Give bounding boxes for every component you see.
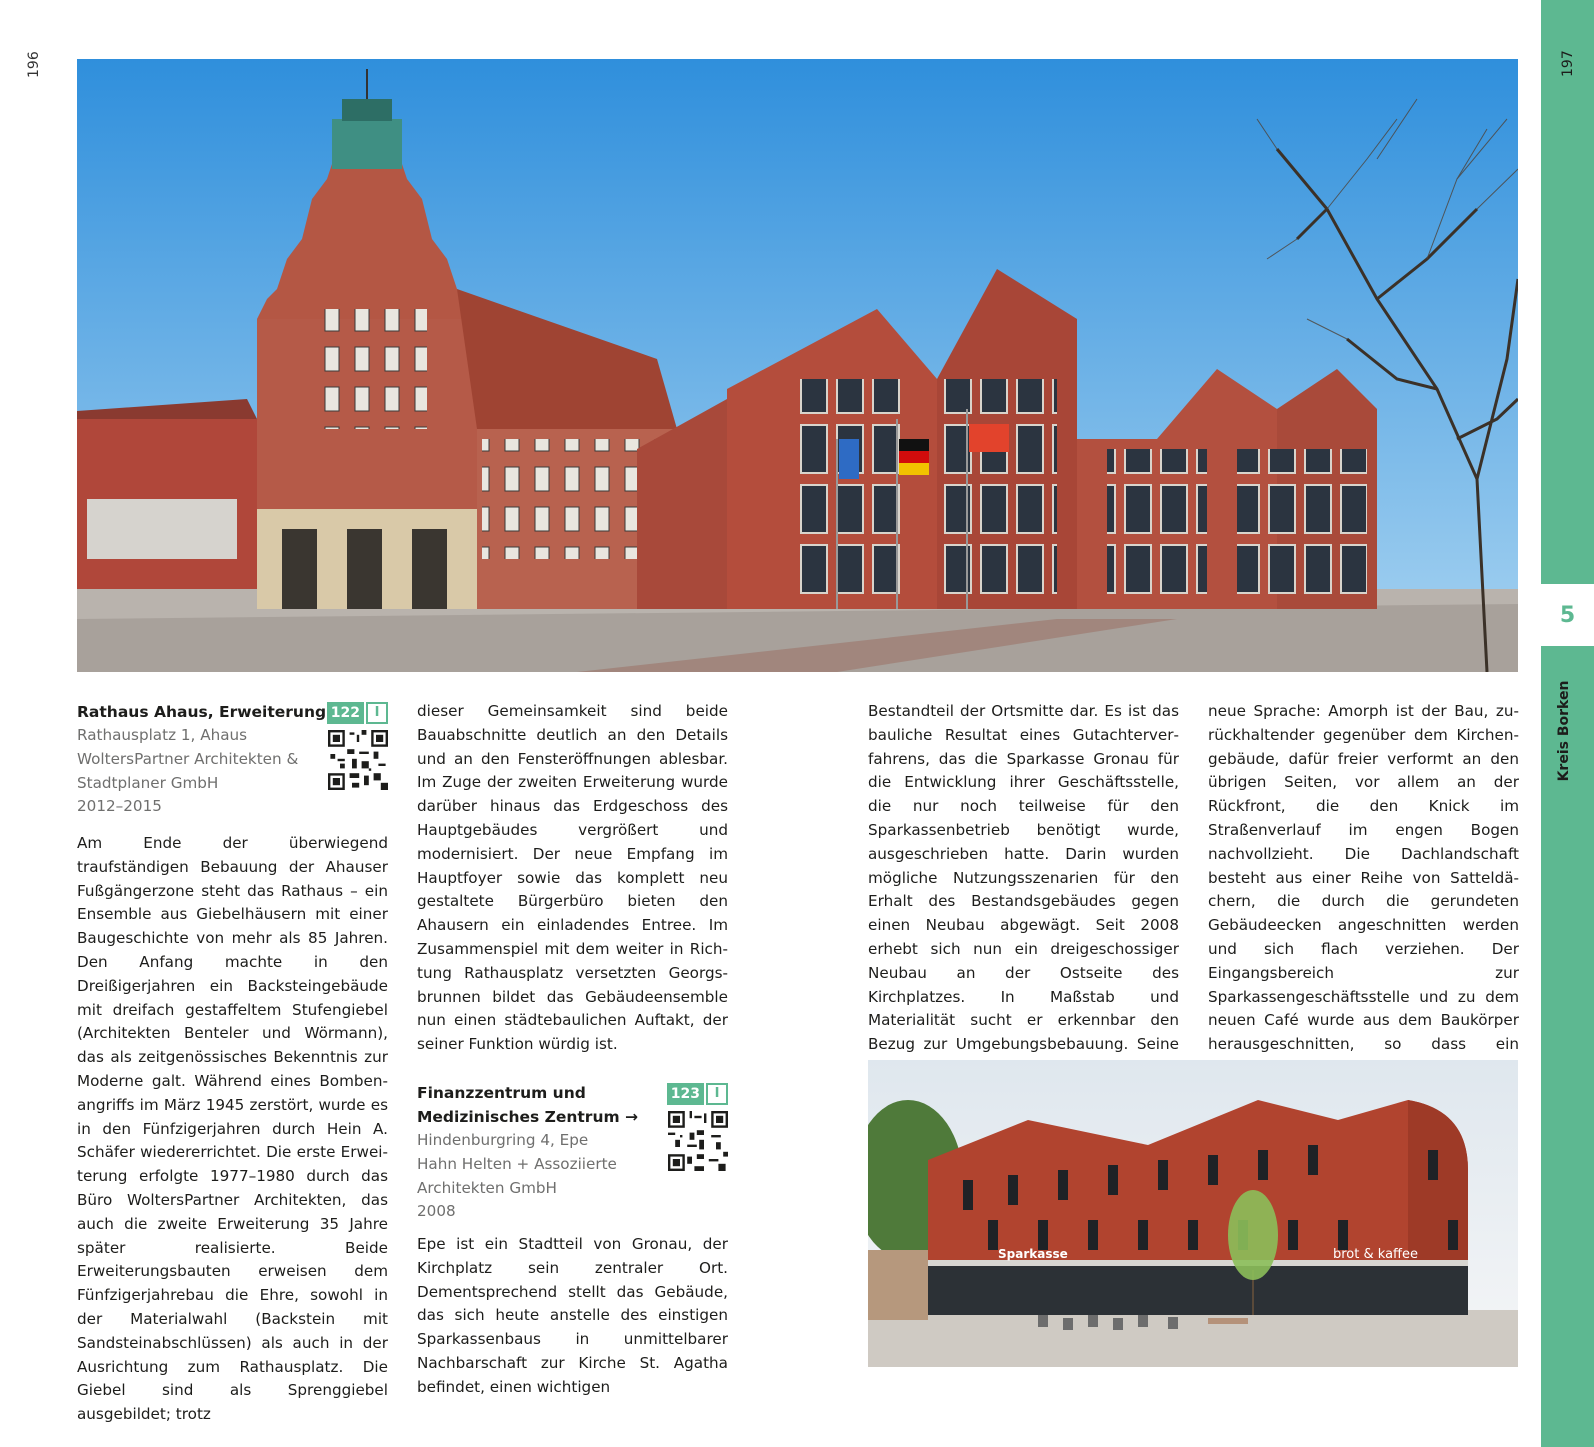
entry-123-category: I [706, 1083, 728, 1105]
entry-122-badge [327, 702, 388, 724]
entry-122-body-part-1: Am Ende der überwiegend traufständigen Bebauung der Ahauser Fußgängerzone steht das Rathaus – ein Ensemble aus Giebelhäusern mit einer Baugeschichte von mehr als 85 Jahren. Den Anfang machte in den Dreißigerjahren ein Backsteingebäude mit dreifach gestaffeltem Stufengiebel (Architekten Benteler und Wörmann), das als zeitgenössisches Bekenntnis zur Moderne galt. Während eines Bombenangriffs im März 1945 zerstört, wurde es in den Fünfzigerjahren durch Hein A. Schäfer wiedererrichtet. Die erste Erweiterung erfolgte 1977–1980 durch das Büro WoltersPartner Architekten, das auch die zweite Erweiterung 35 Jahre später realisierte. Beide Erweiterungsbauten erweisen dem Fünfzigerjahrebau die Ehre, sowohl in der Materialwahl (Backstein mit Sandsteinabschlüssen) als auch in der Ausrichtung zum Rathausplatz. Die Giebel sind als Sprenggiebel ausgebildet; trotz [77, 834, 388, 1424]
entry-123-architect-1: Hahn Helten + Assoziierte [417, 1154, 617, 1173]
column-1 [77, 700, 388, 1427]
entry-122-category: I [366, 702, 388, 724]
entry-122-address: Rathausplatz 1, Ahaus [77, 726, 248, 744]
entry-123-title-1: Finanzzentrum und [417, 1083, 586, 1102]
entry-122-number: 122 [327, 702, 364, 724]
sparkasse-sign: Sparkasse [998, 1247, 1068, 1261]
entry-123-title-2: Medizinisches Zentrum → [417, 1107, 639, 1126]
qr-code-123[interactable] [668, 1111, 728, 1171]
entry-123-architect-2: Architekten GmbH [417, 1178, 557, 1197]
column-3 [868, 700, 1179, 1081]
entry-123-years: 2008 [417, 1202, 456, 1221]
column-4 [1208, 700, 1519, 1081]
entry-122-title: Rathaus Ahaus, Erweiterung [77, 703, 327, 721]
column-2 [417, 700, 728, 1400]
finanzzentrum-epe-photo [868, 1060, 1518, 1367]
page-number-right: 197 [1560, 50, 1576, 77]
page-number-left: 196 [26, 51, 42, 78]
rathaus-ahaus-photo [77, 59, 1518, 672]
entry-123-body-part-3: neue Sprache: Amorph ist der Bau, zurückhaltender gegenüber dem Kirchengebäude, dafür freier verformt an den übrigen Seiten, vor allem an der Rückfront, die den Knick im Straßenverlauf im engen Bogen nachvollzieht. Die Dachlandschaft besteht aus einer Reihe von Satteldächern, die durch die gerundeten Gebäudeecken angeschnitten werden und sich flach verziehen. Der Eingangsbereich zur Sparkassengeschäftsstelle und zu dem neuen Café wurde aus dem Baukörper herausgeschnitten, so dass ein [1208, 702, 1519, 1054]
entry-122-body-part-2: dieser Gemeinsamkeit sind beide Bauabschnitte deutlich an den Details und an den Fensteröffnungen ablesbar. Im Zuge der zweiten Erweiterung wurde darüber hinaus das Erdgeschoss des Hauptgebäudes vergrößert und modernisiert. Der neue Empfang im Hauptfoyer sowie das komplett neu gestaltete Bürgerbüro bieten den Ahausern ein einladendes Entree. Im Zusammenspiel mit dem weiter in Richtung Rathausplatz versetzten Georgsbrunnen bildet das Gebäudeensemble nun einen städtebaulichen Auftakt, der seiner Funktion würdig ist. [417, 702, 728, 1054]
chapter-side-strip [1541, 0, 1594, 1447]
entry-122-architect-1: WoltersPartner Architekten & [77, 749, 299, 768]
qr-code-122[interactable] [328, 730, 388, 790]
cafe-sign: brot & kaffee [1333, 1247, 1418, 1262]
entry-123-address: Hindenburgring 4, Epe [417, 1130, 589, 1149]
chapter-number: 5 [1541, 584, 1594, 646]
entry-122-architect-2: Stadtplaner GmbH [77, 773, 219, 792]
entry-122-years: 2012–2015 [77, 797, 162, 816]
entry-123-body-part-2: Bestandteil der Ortsmitte dar. Es ist das bauliche Resultat eines Gutachterverfahrens, das die Sparkasse Gronau für die Entwicklung ihrer Geschäftsstelle, die nur noch teilweise für den Sparkassenbetrieb benötigt wurde, ausgeschrieben hatte. Darin wurden mögliche Nutzungsszenarien für den Erhalt des Bestandsgebäudes gegen einen Neubau abgewägt. Seit 2008 erhebt sich nun ein dreigeschossiger Neubau an der Ostseite des Kirchplatzes. In Maßstab und Materialität sucht er erkennbar den Bezug zur Umgebungsbebauung. Seine [868, 702, 1179, 1054]
chapter-region-label: Kreis Borken [1556, 680, 1572, 782]
entry-123-badge [667, 1083, 728, 1105]
entry-123-number: 123 [667, 1083, 704, 1105]
entry-123-header [417, 1081, 728, 1221]
entry-122-header [77, 700, 388, 820]
entry-123-body-part-1: Epe ist ein Stadtteil von Gronau, der Kirchplatz sein zentraler Ort. Dementsprechend stellt das Gebäude, das sich heute anstelle des einstigen Sparkassenbaus in unmittelbarer Nachbarschaft zur Kirche St. Agatha befindet, einen wichtigen [417, 1234, 728, 1396]
